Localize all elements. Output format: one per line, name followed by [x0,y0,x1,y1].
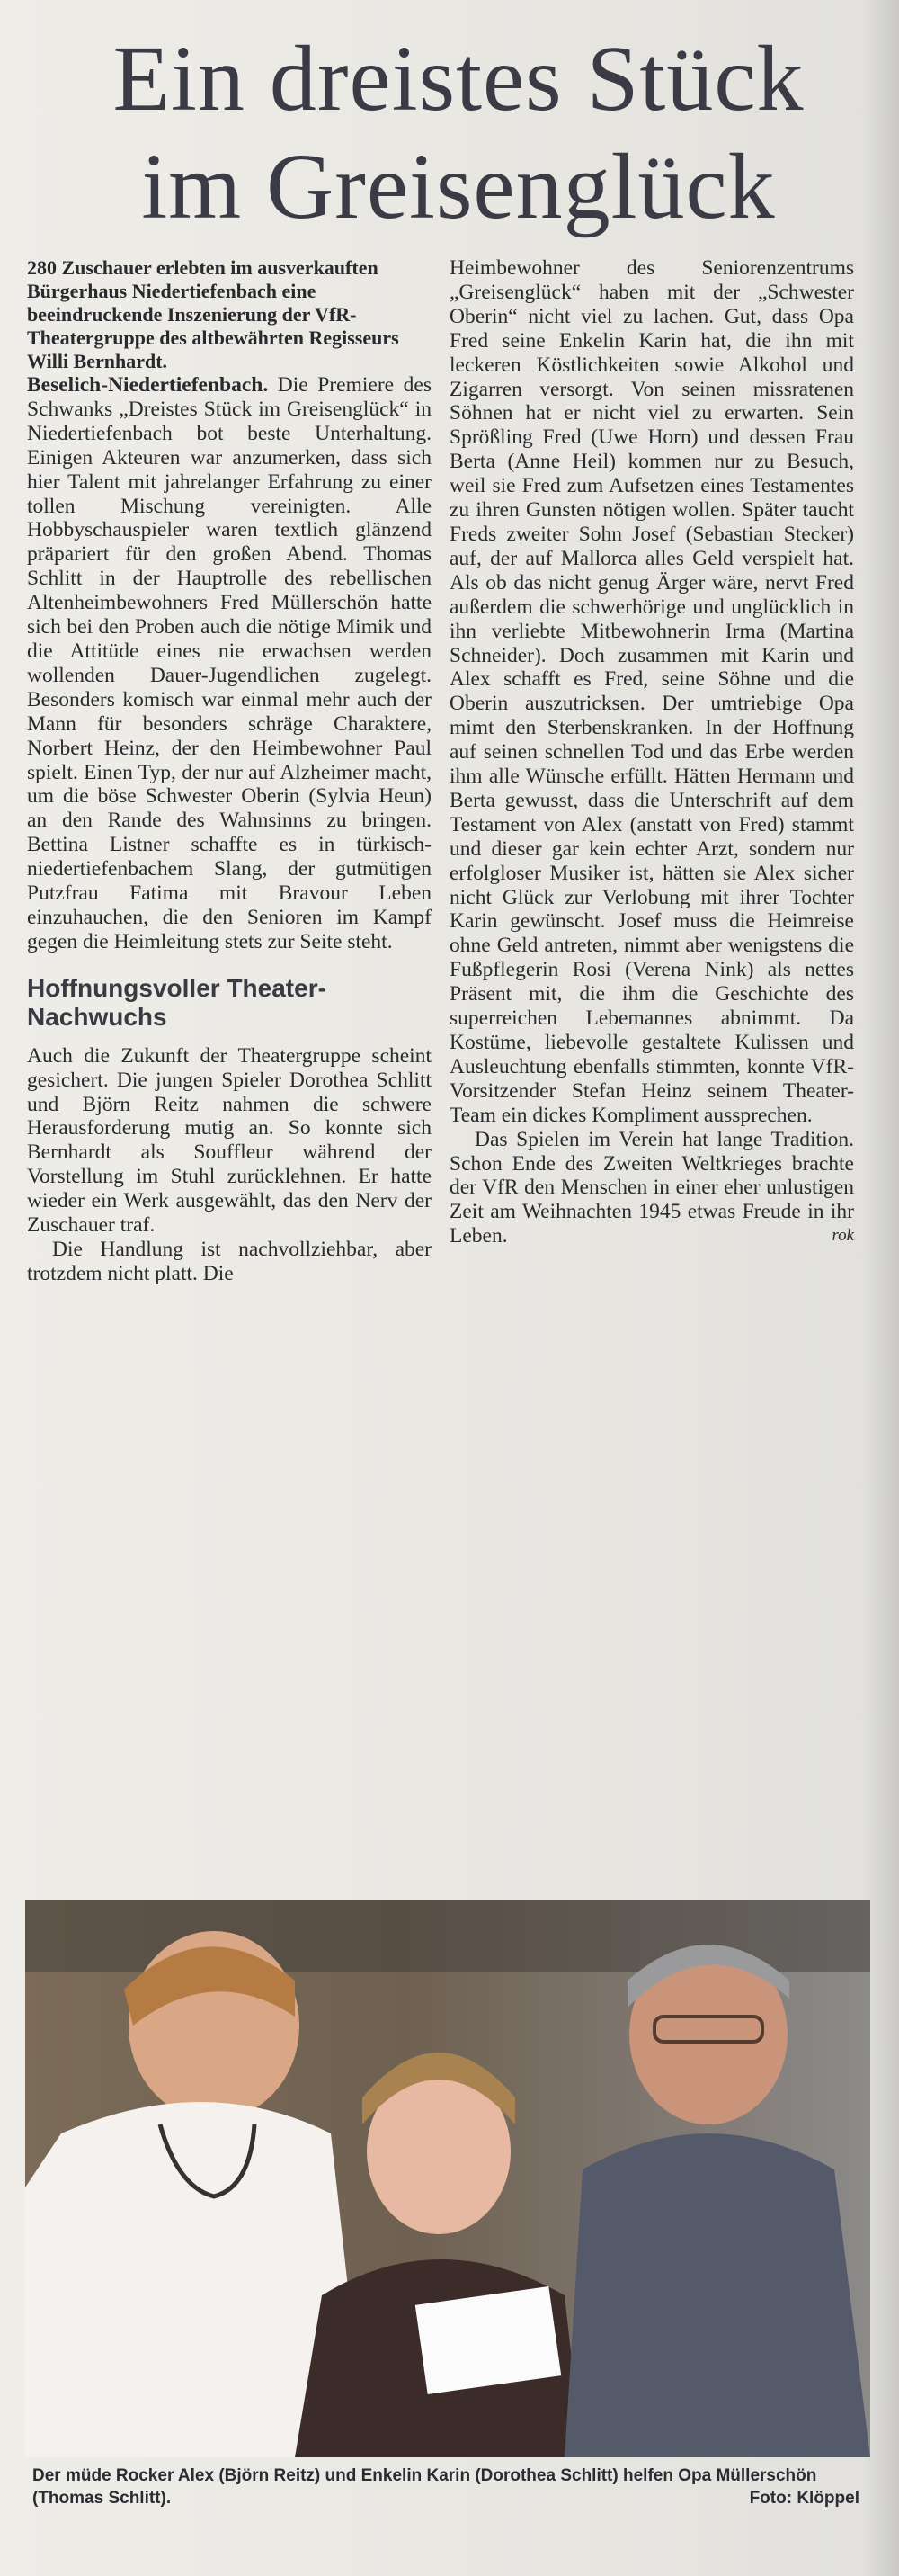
article-headline [36,25,881,241]
article-column-right [450,256,854,1248]
article-column-left [27,256,432,1286]
article-subhead: Hoffnungsvoller Theater-Nachwuchs [27,973,326,1031]
article-paragraph-1-text: Die Premiere des Schwanks „Dreistes Stück im Greisenglück“ in Niedertiefenbach bot beste Unterhaltung. Einigen Akteuren war anzumerken, dass sich hier Talent mit jahrelanger Erfahrung zu einer tollen Mischung vereinigten. Alle Hobbyschauspieler waren textlich glänzend präpariert für den großen Abend. Thomas Schlitt in der Hauptrolle des rebellischen Altenheimbewohners Fred Müllerschön hatte sich bei den Proben auch die nötige Mimik und die Attitüde eines nie erwachsen werden wollenden Dauer-Jugendlichen zugelegt. Besonders komisch war einmal mehr auch der Mann für besonders schräge Charaktere, Norbert Heinz, der den Heimbewohner Paul spielt. Einen Typ, der nur auf Alzheimer macht, um die böse Schwester Oberin (Sylvia Heun) an den Rande des Wahnsinns zu bringen. Bettina Listner schaffte es in türkisch-niedertiefenbachem Slang, der gutmütigen Putzfrau Fatima mit Bravour Leben einzuhauchen, die den Senioren im Kampf gegen die Heimleitung stets zur Seite steht. [27,373,432,953]
article-teaser: 280 Zuschauer erlebten im ausverkauften Bürgerhaus Niedertiefenbach eine beeindruckende Inszenierung der VfR-Theatergruppe des altbewährten Regisseurs Willi Bernhardt. [27,256,399,372]
article-paragraph-4-text: Das Spielen im Verein hat lange Tradition. Schon Ende des Zweiten Weltkrieges brachte der VfR den Menschen in einer eher unlustigen Zeit am Weihnachten 1945 etwas Freude in ihr Leben. [450,1127,854,1248]
photo-caption-block [32,2464,859,2509]
photo-illustration [25,1900,870,2457]
photo-credit: Foto: Klöppel [749,2489,859,2508]
article-paragraph-3-start: Die Handlung ist nachvollziehbar, aber trotzdem nicht platt. Die [27,1238,432,1285]
photo-caption: Der müde Rocker Alex (Björn Reitz) und Enkelin Karin (Dorothea Schlitt) helfen Opa Müllerschön (Thomas Schlitt). [32,2466,817,2508]
article-paragraph-2: Auch die Zukunft der Theatergruppe scheint gesichert. Die jungen Spieler Dorothea Schlitt und Björn Reitz nahmen die schwere Herausforderung mutig an. So konnte sich Bernhardt als Souffleur während der Vorstellung im Stuhl zurücklehnen. Er hatte wieder ein Werk ausgewählt, das den Nerv der Zuschauer traf. [27,1043,432,1238]
author-initials: rok [832,1226,854,1246]
headline-line-2: im Greisenglück [141,135,776,238]
article-paragraph-1 [27,373,432,954]
article-paragraph-3-cont: Heimbewohner des Seniorenzentrums „Greisenglück“ haben mit der „Schwester Oberin“ nicht viel zu lachen. Gut, dass Opa Fred seine Enkelin Karin hat, die ihn mit leckeren Köstlichkeiten sowie Alkohol und Zigarren versorgt. Von seinen missratenen Söhnen hat er nicht viel zu erwarten. Sein Sprößling Fred (Uwe Horn) und dessen Frau Berta (Anne Heil) kommen nur zu Besuch, weil sie Fred zum Aufsetzen eines Testamentes zu ihren Gunsten nötigen wollen. Später taucht Freds zweiter Sohn Josef (Sebastian Stecker) auf, der auf Mallorca alles Geld verspielt hat. Als ob das nicht genug Ärger wäre, nervt Fred außerdem die schwerhörige und unglücklich in ihn verliebte Mitbewohnerin Irma (Martina Schneider). Doch zusammen mit Karin und Alex schafft es Fred, seine Söhne und die Oberin auszutricksen. Der umtriebige Opa mimt den Sterbenskranken. In der Hoffnung auf seinen schnellen Tod und das Erbe werden ihm alle Wünsche erfüllt. Hätten Hermann und Berta gewusst, dass die Unterschrift auf dem Testament von Alex (anstatt von Fred) stammt und dieser gar kein echter Arzt, sondern nur erfolgloser Musiker ist, hätten sie Alex sicher nicht Glück zur Verlobung mit ihrer Tochter Karin gewünscht. Josef muss die Heimreise ohne Geld antreten, nimmt aber wenigstens die Fußpflegerin Rosi (Verena Nink) als nettes Präsent mit, die ihm die Geschichte des superreichen Lebemannes abnimmt. Da Kostüme, liebevolle gestaltete Kulissen und Ausleuchtung ebenfalls stimmten, konnte VfR-Vorsitzender Stefan Heinz seinem Theater-Team ein dickes Kompliment aussprechen. [450,256,854,1127]
headline-line-1: Ein dreistes Stück [112,27,805,130]
article-paragraph-4 [450,1128,854,1249]
article-photo [25,1900,870,2457]
article-dateline: Beselich-Niedertiefenbach. [27,373,269,397]
